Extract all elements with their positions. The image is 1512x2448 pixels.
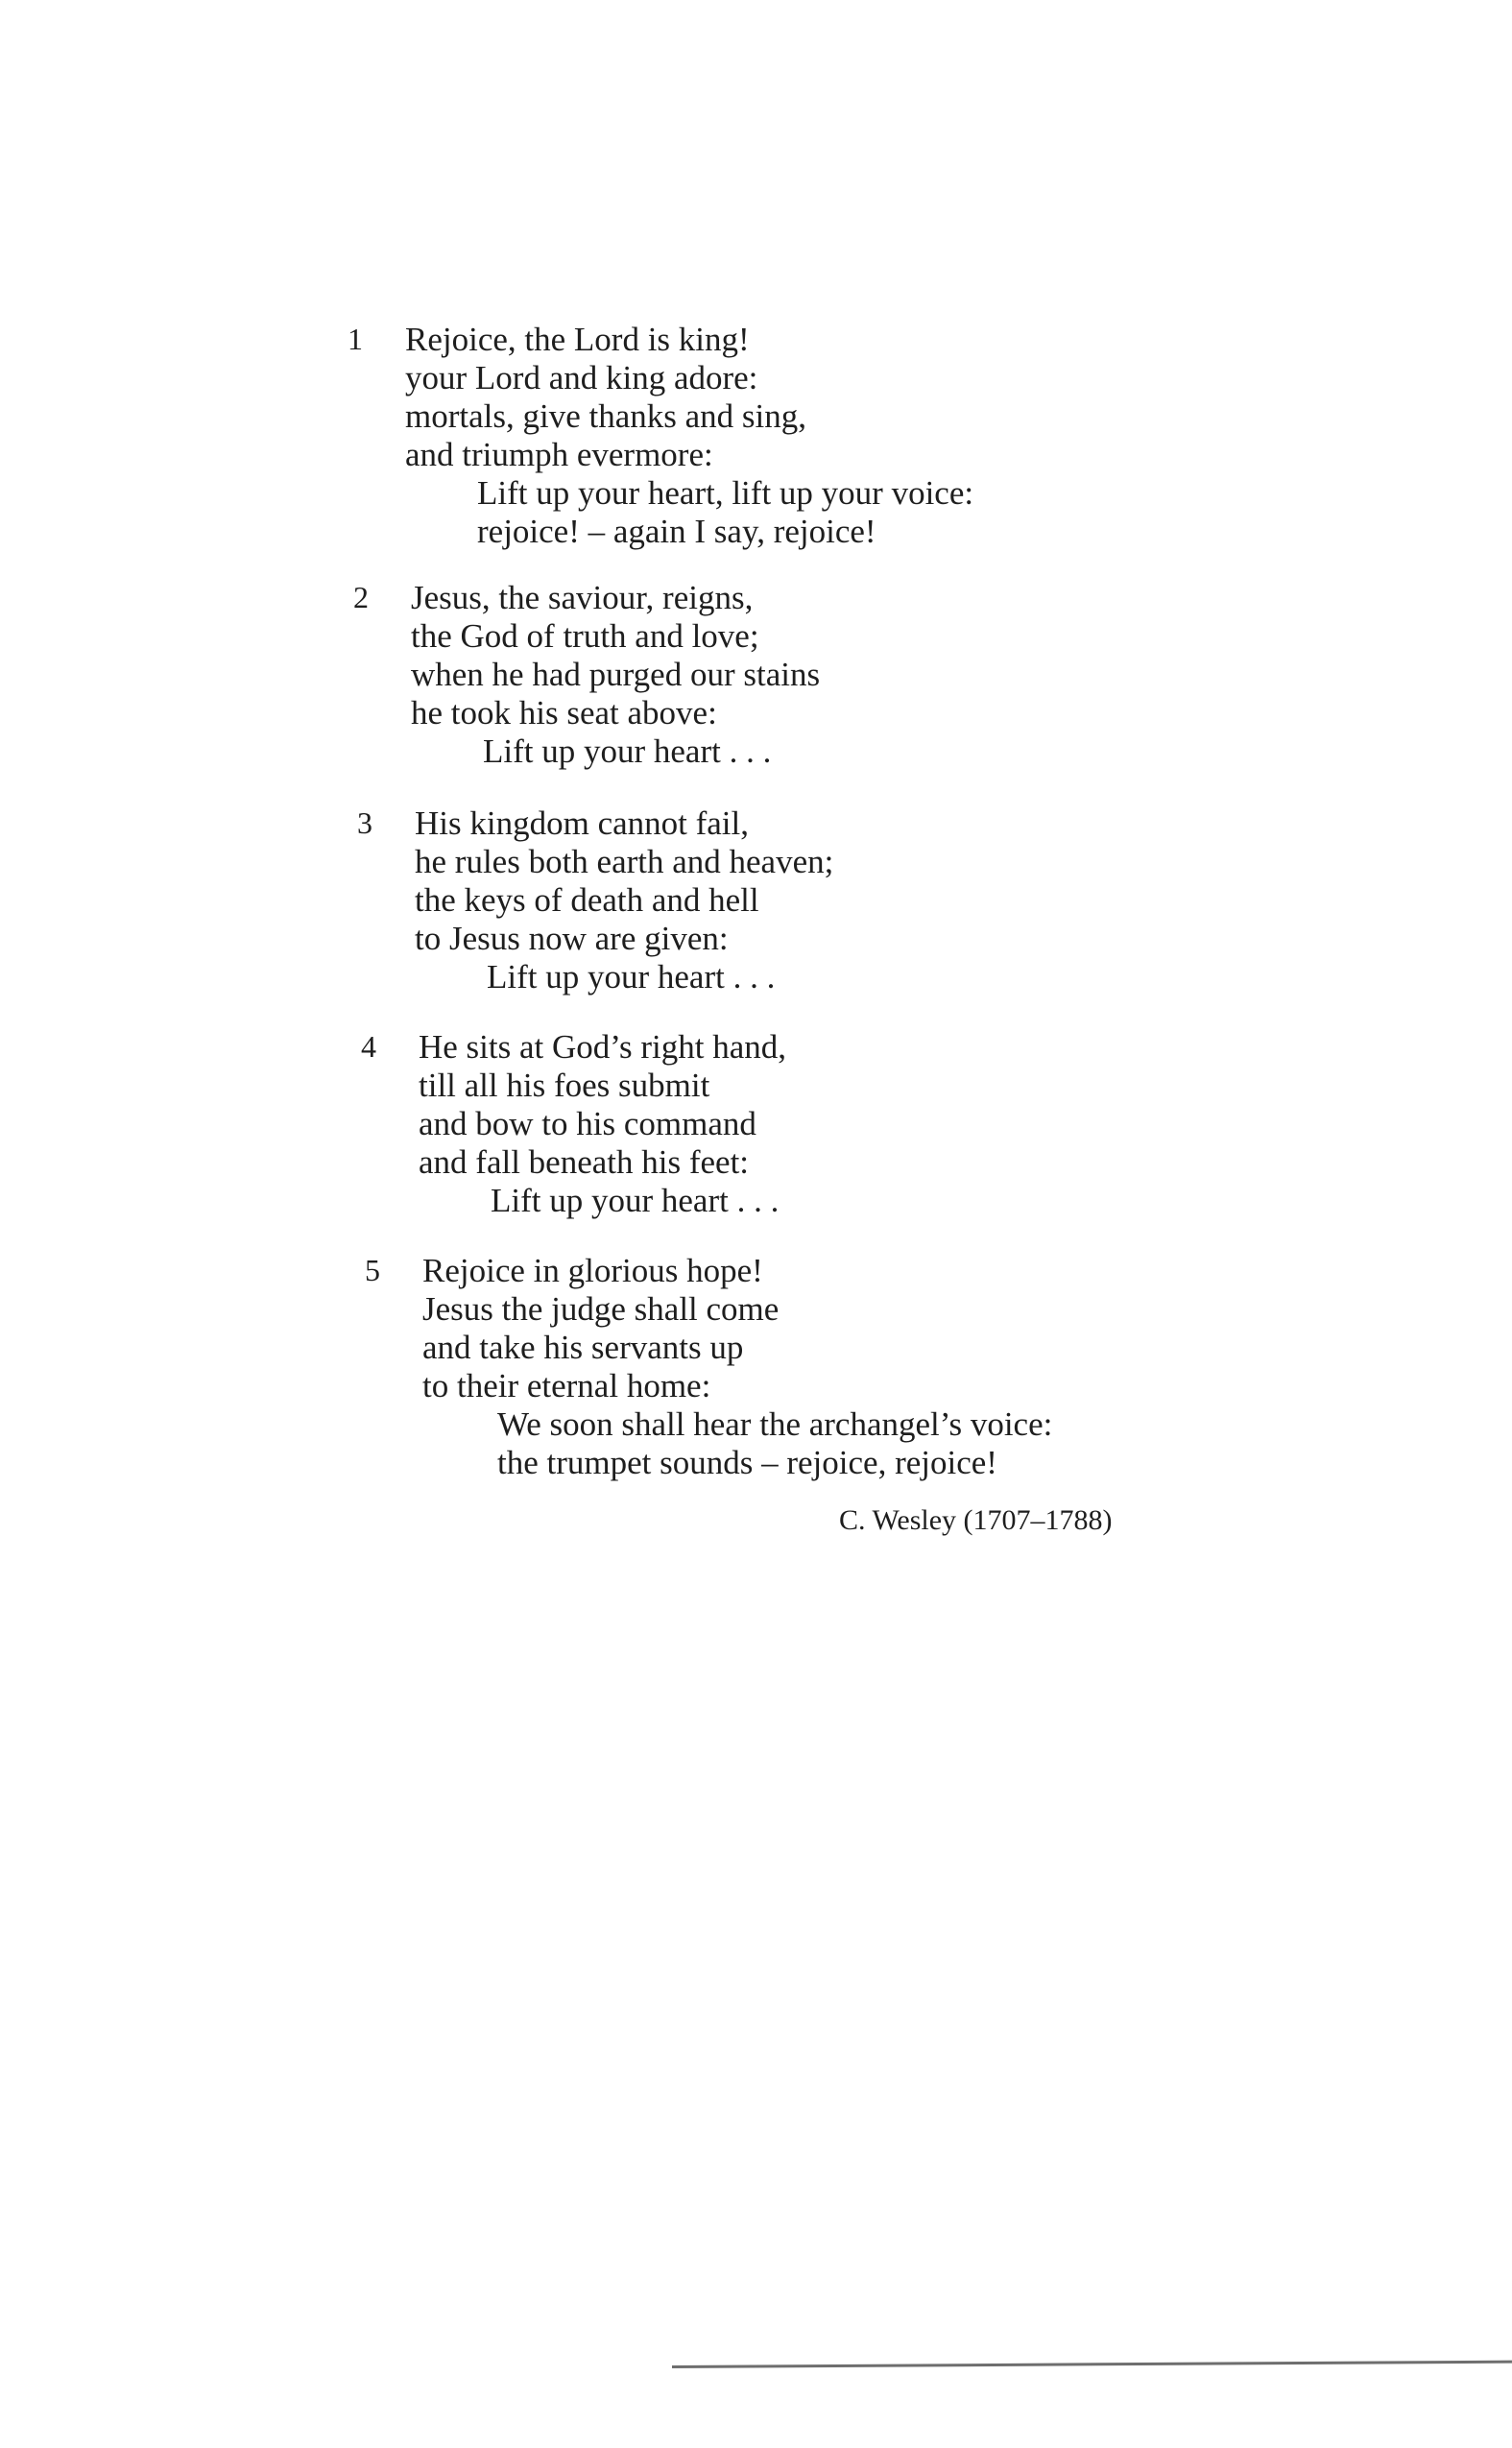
verse-line: till all his foes submit (419, 1067, 710, 1104)
refrain-line: the trumpet sounds – rejoice, rejoice! (497, 1444, 997, 1481)
refrain-line: Lift up your heart, lift up your voice: (477, 474, 974, 512)
verse-line: He sits at God’s right hand, (419, 1028, 787, 1066)
verse-line: Rejoice, the Lord is king! (405, 321, 750, 358)
verse-line: Jesus the judge shall come (422, 1290, 780, 1328)
verse-line: to their eternal home: (422, 1367, 711, 1404)
refrain-line: rejoice! – again I say, rejoice! (477, 513, 876, 550)
verse-number: 5 (365, 1253, 380, 1287)
refrain-line: Lift up your heart . . . (483, 732, 772, 770)
verse-line: the keys of death and hell (415, 881, 759, 919)
verse-line: to Jesus now are given: (415, 920, 729, 957)
verse-number: 2 (353, 580, 369, 614)
verse-number: 4 (361, 1029, 376, 1064)
verse-line: and triumph evermore: (405, 436, 713, 473)
verse-line: he rules both earth and heaven; (415, 843, 834, 880)
refrain-line: Lift up your heart . . . (491, 1182, 780, 1219)
verse-line: your Lord and king adore: (405, 359, 758, 396)
verse-number: 1 (348, 322, 363, 356)
verse-line: he took his seat above: (411, 694, 717, 732)
verse-line: and bow to his command (419, 1105, 756, 1142)
verse-line: Jesus, the saviour, reigns, (411, 579, 754, 616)
refrain-line: We soon shall hear the archangel’s voice: (497, 1405, 1053, 1443)
verse-line: Rejoice in glorious hope! (422, 1252, 763, 1289)
verse-line: and take his servants up (422, 1329, 744, 1366)
verse-line: His kingdom cannot fail, (415, 804, 750, 842)
verse-line: when he had purged our stains (411, 656, 821, 693)
verse-line: mortals, give thanks and sing, (405, 397, 807, 435)
refrain-line: Lift up your heart . . . (487, 958, 776, 996)
verse-line: and fall beneath his feet: (419, 1143, 750, 1181)
hymn-attribution: C. Wesley (1707–1788) (839, 1504, 1113, 1536)
verse-line: the God of truth and love; (411, 617, 759, 655)
page-bottom-rule (672, 2361, 1512, 2368)
verse-number: 3 (357, 805, 372, 840)
